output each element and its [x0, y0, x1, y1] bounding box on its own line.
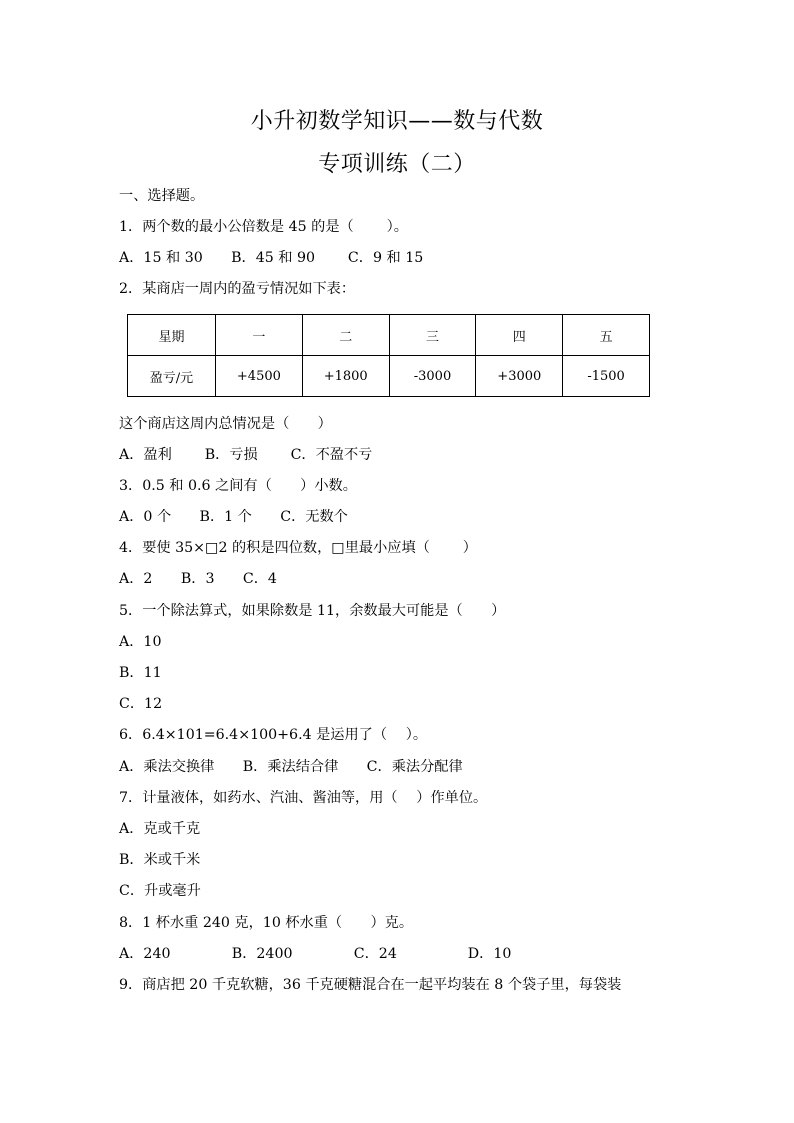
table-row: [128, 315, 650, 356]
question-7-option-a: A．克或千克: [119, 821, 201, 837]
question-5-option-c: C．12: [119, 696, 163, 712]
question-8: 8．1 杯水重 240 克，10 杯水重（ ）克。: [119, 915, 414, 931]
question-2-prompt: 这个商店这周内总情况是（ ）: [119, 416, 332, 432]
question-9: 9．商店把 20 千克软糖，36 千克硬糖混合在一起平均装在 8 个袋子里，每袋装: [119, 977, 622, 993]
question-5-option-a: A．10: [119, 634, 162, 650]
table-cell: 盈亏/元: [128, 356, 216, 397]
question-1-options: A．15 和 30 B．45 和 90 C．9 和 15: [119, 250, 424, 266]
question-8-options: A．240 B．2400 C．24 D．10: [119, 946, 512, 962]
question-5: 5．一个除法算式，如果除数是 11，余数最大可能是（ ）: [119, 603, 506, 619]
table-cell: 五: [563, 315, 650, 356]
table-cell: 四: [476, 315, 563, 356]
question-5-option-b: B．11: [119, 665, 162, 681]
question-7-option-c: C．升或毫升: [119, 883, 201, 899]
question-1: 1．两个数的最小公倍数是 45 的是（ ）。: [119, 219, 408, 235]
question-2-options: A．盈利 B．亏损 C．不盈不亏: [119, 447, 373, 463]
table-cell: 三: [389, 315, 476, 356]
table-cell: -3000: [389, 356, 476, 397]
profit-loss-table: [127, 314, 650, 397]
question-7: 7．计量液体，如药水、汽油、酱油等，用（ ）作单位。: [119, 790, 488, 806]
question-6-options: A．乘法交换律 B．乘法结合律 C．乘法分配律: [119, 759, 463, 775]
table-cell: +4500: [216, 356, 303, 397]
table-row: [128, 356, 650, 397]
table-cell: 二: [302, 315, 389, 356]
question-3-options: A．0 个 B．1 个 C．无数个: [119, 509, 348, 525]
question-6: 6．6.4×101=6.4×100+6.4 是运用了（ ）。: [119, 727, 428, 743]
section-heading: 一、选择题。: [119, 188, 205, 204]
question-4: 4．要使 35×□2 的积是四位数，□里最小应填（ ）: [119, 540, 477, 556]
question-7-option-b: B．米或千米: [119, 852, 201, 868]
table-cell: 一: [216, 315, 303, 356]
question-3: 3．0.5 和 0.6 之间有（ ）小数。: [119, 478, 357, 494]
question-4-options: A．2 B．3 C．4: [119, 571, 277, 587]
table-cell: -1500: [563, 356, 650, 397]
table-cell: +1800: [302, 356, 389, 397]
document-subtitle: 专项训练（二）: [318, 152, 476, 177]
question-2: 2．某商店一周内的盈亏情况如下表：: [119, 281, 356, 297]
table-cell: 星期: [128, 315, 216, 356]
table-cell: +3000: [476, 356, 563, 397]
document-title: 小升初数学知识——数与代数: [250, 109, 544, 134]
